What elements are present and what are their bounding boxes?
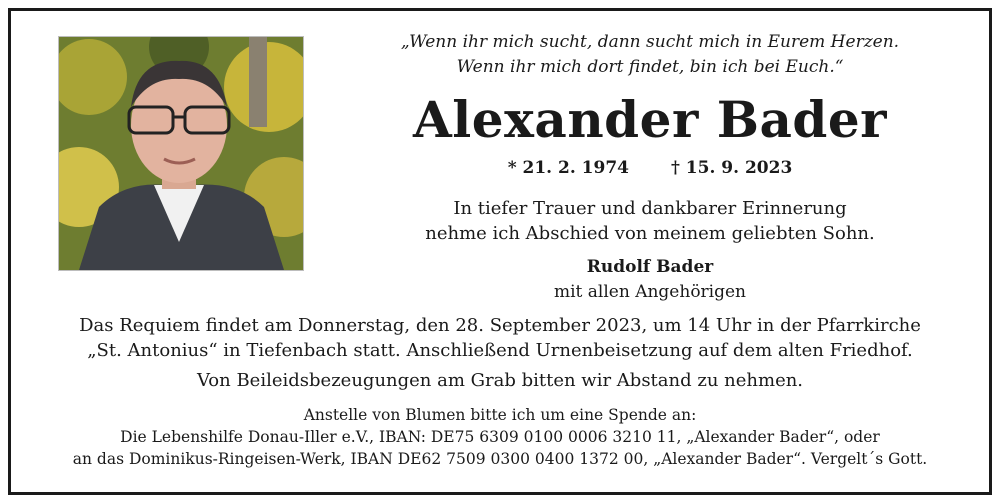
signer-block (350, 255, 950, 305)
requiem-line: „St. Antonius“ in Tiefenbach statt. Anschließend Urnenbeisetzung auf dem alten Friedhof. (87, 340, 913, 361)
quote-line: „Wenn ihr mich sucht, dann sucht mich in Eurem Herzen. (400, 32, 900, 52)
donation-line: an das Dominikus-Ringeisen-Werk, IBAN DE62 7509 0300 0400 1372 00, „Alexander Bader“. Vergelt´s Gott. (72, 450, 928, 468)
mourning-line: In tiefer Trauer und dankbarer Erinnerung (453, 198, 847, 219)
mourning-text (350, 196, 950, 246)
portrait-photo (58, 36, 304, 271)
condolence-request: Von Beileidsbezeugungen am Grab bitten wir Abstand zu nehmen. (196, 370, 804, 391)
donation-line: Die Lebenshilfe Donau-Iller e.V., IBAN: DE75 6309 0100 0006 3210 11, „Alexander Bader“, oder (120, 428, 880, 446)
life-dates (460, 158, 840, 178)
signer-name: Rudolf Bader (586, 257, 714, 277)
quote-line: Wenn ihr mich dort findet, bin ich bei Euch.“ (456, 57, 844, 77)
memorial-quote (400, 30, 900, 80)
donation-info (0, 404, 1000, 470)
mourning-line: nehme ich Abschied von meinem geliebten Sohn. (425, 223, 875, 244)
requiem-info (0, 313, 1000, 363)
birth-date: * 21. 2. 1974 (507, 158, 629, 178)
requiem-line: Das Requiem findet am Donnerstag, den 28. September 2023, um 14 Uhr in der Pfarrkirche (79, 315, 921, 336)
donation-line: Anstelle von Blumen bitte ich um eine Spende an: (303, 406, 697, 424)
deceased-name: Alexander Bader (413, 90, 887, 149)
signer-family: mit allen Angehörigen (553, 282, 747, 302)
death-date: † 15. 9. 2023 (671, 158, 793, 178)
